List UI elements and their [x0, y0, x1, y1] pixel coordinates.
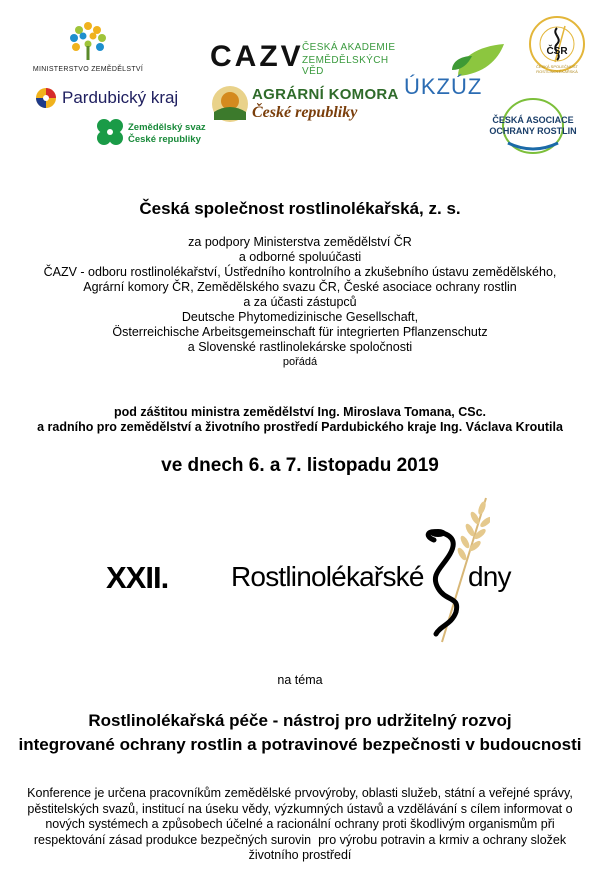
clover-icon — [94, 116, 126, 148]
support-line: a Slovenské rastlinolekárske spoločnosti — [187, 340, 413, 354]
support-line: ČAZV - odboru rostlinolékařství, Ústředního kontrolního a zkušebního ústavu zemědělského, — [43, 265, 557, 279]
asociace-ochrany-rostlin-logo — [478, 97, 588, 155]
support-line: Deutsche Phytomedizinische Gesellschaft, — [181, 310, 419, 324]
event-suffix: dny — [468, 561, 511, 592]
topic-line2: integrované ochrany rostlin a potravinové bezpečnosti v budoucnosti — [18, 735, 582, 754]
csr-badge-ring-text: ČESKÁ SPOLEČNOST ROSTLINOLÉKAŘSKÁ — [535, 64, 578, 74]
support-block — [20, 235, 580, 370]
agrarni-line1: AGRÁRNÍ KOMORA — [252, 86, 399, 103]
tree-icon — [18, 14, 158, 64]
csr-badge-logo — [527, 14, 587, 74]
zemedelsky-line2: České republiky — [128, 134, 201, 145]
czav-mark: CAZV — [210, 40, 304, 73]
description-block — [12, 786, 588, 864]
topic-line1: Rostlinolékařská péče - nástroj pro udržitelný rozvoj — [88, 711, 512, 730]
support-line: a odborné spoluúčasti — [238, 250, 362, 264]
ukzuz-name: ÚKZÚZ — [404, 74, 483, 99]
support-line: Österreichische Arbeitsgemeinschaft für integrierten Pflanzenschutz — [112, 325, 488, 339]
description-line: respektování zásad produkce bezpečných surovin pro výrobu potravin a krmiv a ochrany složek — [33, 832, 567, 847]
ministerstvo-logo — [18, 14, 158, 74]
ukzuz-logo — [404, 42, 504, 102]
agrarni-line2: České republiky — [252, 104, 358, 121]
czav-line2: ZEMĚDĚLSKÝCH VĚD — [302, 55, 389, 77]
description-line: Konference je určena pracovníkům zemědělské prvovýroby, oblasti služeb, státní a veřejné správy, — [27, 786, 573, 800]
event-number: XXII. — [106, 560, 169, 595]
csr-badge-mark: ČSR — [546, 46, 568, 57]
asociace-line2: OCHRANY ROSTLIN — [489, 126, 577, 136]
support-line: Agrární komory ČR, Zemědělského svazu ČR, České asociace ochrany rostlin — [83, 280, 517, 294]
zemedelsky-line1: Zemědělský svaz — [128, 122, 206, 133]
porada-label: pořádá — [282, 356, 318, 368]
pardubicky-emblem-icon — [34, 86, 58, 110]
asociace-line1: ČESKÁ ASOCIACE — [492, 115, 574, 125]
agrarni-sun-icon — [210, 84, 250, 124]
pardubicky-kraj-logo — [34, 86, 184, 112]
patronage-line2: a radního pro zemědělství a životního prostředí Pardubického kraje Ing. Václava Kroutila — [37, 420, 563, 434]
topic-label: na téma — [277, 673, 323, 687]
organizer-title: Česká společnost rostlinolékařská, z. s. — [139, 199, 461, 218]
support-line: za podpory Ministerstva zemědělství ČR — [188, 235, 412, 249]
ministerstvo-caption: MINISTERSTVO ZEMĚDĚLSTVÍ — [32, 66, 144, 73]
description-line: nových systémech a způsobech účelné a racionální ochrany proti škodlivým organismům při — [45, 817, 555, 831]
event-name: Rostlinolékařské — [231, 561, 424, 592]
czav-line1: ČESKÁ AKADEMIE — [302, 42, 396, 53]
description-line: životního prostředí — [248, 848, 352, 862]
agrarni-komora-logo — [210, 82, 400, 126]
pardubicky-name: Pardubický kraj — [62, 88, 179, 107]
event-date: ve dnech 6. a 7. listopadu 2019 — [161, 455, 439, 476]
support-line: a za účasti zástupců — [243, 295, 357, 309]
description-line: pěstitelských svazů, institucí na úseku vědy, výzkumných ústavů a vzdělávání s cílem informovat o — [27, 801, 573, 816]
zemedelsky-svaz-logo — [94, 114, 214, 148]
patronage-line1: pod záštitou ministra zemědělství Ing. Miroslava Tomana, CSc. — [113, 405, 487, 419]
topic-block — [0, 709, 600, 757]
patronage-block — [10, 405, 590, 435]
czav-logo — [210, 40, 410, 77]
